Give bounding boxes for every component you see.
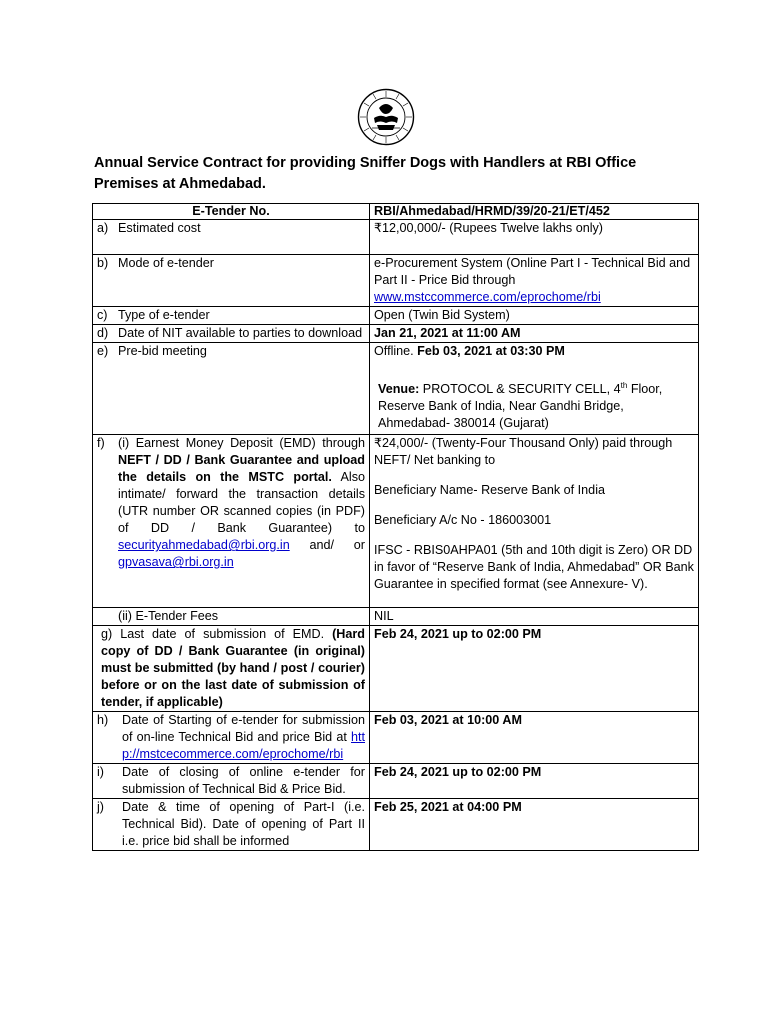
ifsc-details: IFSC - RBIS0AHPA01 (5th and 10th digit is Zero) OR DD in favor of “Reserve Bank of India, Ahmedabad” OR Bank Guarantee in specified format (see Annexure- V). xyxy=(374,543,694,592)
row-marker: b) xyxy=(97,256,109,270)
row-marker: h) xyxy=(97,713,109,728)
row-marker: a) xyxy=(97,221,109,235)
row-marker: j) xyxy=(97,800,104,815)
beneficiary-name: Beneficiary Name- Reserve Bank of India xyxy=(374,483,605,498)
etender-no-label: E-Tender No. xyxy=(93,204,370,220)
table-header-row xyxy=(93,204,699,220)
emd-label-instructions: Also intimate/ forward the transaction details (UTR number OR scanned copies (in PDF) of DD / Bank Guarantee) to xyxy=(118,470,365,536)
opening-date-value: Feb 25, 2021 at 04:00 PM xyxy=(374,800,522,815)
etender-no-value: RBI/Ahmedabad/HRMD/39/20-21/ET/452 xyxy=(370,204,699,220)
emd-last-date-label: g) Last date of submission of EMD. xyxy=(101,627,325,642)
type-value: Open (Twin Bid System) xyxy=(370,307,699,325)
email-link-gpvasava[interactable]: gpvasava@rbi.org.in xyxy=(118,555,234,570)
type-label: Type of e-tender xyxy=(118,308,210,322)
nit-date-label: Date of NIT available to parties to download xyxy=(118,326,363,340)
start-date-label-text: Date of Starting of e-tender for submission of on-line Technical Bid and price Bid at xyxy=(122,713,365,745)
row-marker: d) xyxy=(97,326,109,340)
row-marker: i) xyxy=(97,765,104,780)
emd-label-text: (i) Earnest Money Deposit (EMD) through xyxy=(118,436,365,451)
prebid-datetime: Feb 03, 2021 at 03:30 PM xyxy=(417,344,565,358)
table-row-opening-date xyxy=(93,799,699,851)
rbi-emblem-seal-icon xyxy=(357,88,415,146)
emd-label-andor: and/ or xyxy=(309,538,365,553)
beneficiary-account: Beneficiary A/c No - 186003001 xyxy=(374,513,552,528)
email-link-security[interactable]: securityahmedabad@rbi.org.in xyxy=(118,538,290,553)
emd-amount: ₹24,000/- (Twenty-Four Thousand Only) paid through NEFT/ Net banking to xyxy=(374,436,673,468)
table-row-emd-last-date xyxy=(93,626,699,712)
opening-date-label: Date & time of opening of Part-I (i.e. Technical Bid). Date of opening of Part II i.e. price bid shall be informed xyxy=(122,800,365,849)
table-row-prebid xyxy=(93,343,699,435)
table-row-mode xyxy=(93,255,699,307)
emd-last-date-value: Feb 24, 2021 up to 02:00 PM xyxy=(374,627,542,642)
tender-details-table xyxy=(92,203,699,851)
nit-date-value: Jan 21, 2021 at 11:00 AM xyxy=(374,326,521,340)
prebid-venue xyxy=(374,377,694,434)
row-marker: e) xyxy=(97,344,109,358)
venue-sup: th xyxy=(620,381,628,390)
start-date-label xyxy=(122,712,365,763)
estimated-cost-value: ₹12,00,000/- (Rupees Twelve lakhs only) xyxy=(370,220,699,255)
venue-text: PROTOCOL & SECURITY CELL, 4 xyxy=(422,382,621,397)
table-row-tender-fees xyxy=(93,608,699,626)
row-marker: c) xyxy=(97,308,108,322)
closing-date-value: Feb 24, 2021 up to 02:00 PM xyxy=(374,765,542,780)
page-title: Annual Service Contract for providing Sniffer Dogs with Handlers at RBI Office Premises at Ahmedabad. xyxy=(94,155,637,192)
venue-label: Venue: xyxy=(378,382,420,397)
table-row-start-date xyxy=(93,712,699,764)
mode-value: e-Procurement System (Online Part I - Technical Bid and Part II - Price Bid through xyxy=(374,256,691,287)
table-row-closing-date xyxy=(93,764,699,799)
prebid-mode: Offline. xyxy=(374,344,414,358)
prebid-label: Pre-bid meeting xyxy=(118,344,207,358)
table-row-estimated-cost xyxy=(93,220,699,255)
emd-label xyxy=(118,435,365,571)
mstc-eprochome-link[interactable]: http://mstcecommerce.com/eprochome/rbi xyxy=(122,730,366,762)
estimated-cost-label: Estimated cost xyxy=(118,221,201,235)
tender-fees-value: NIL xyxy=(370,608,699,626)
emd-last-date-note: (Hard copy of DD / Bank Guarantee (in original) must be submitted (by hand / post / courier) before or on the last date of submission of tender, if applicable) xyxy=(101,627,365,710)
closing-date-label: Date of closing of online e-tender for submission of Technical Bid & Price Bid. xyxy=(122,765,365,797)
start-date-value: Feb 03, 2021 at 10:00 AM xyxy=(374,713,522,728)
mstc-portal-link[interactable]: www.mstccommerce.com/eprochome/rbi xyxy=(374,290,601,304)
table-row-emd xyxy=(93,435,699,608)
table-row-nit-date xyxy=(93,325,699,343)
row-marker: f) xyxy=(97,436,105,451)
emd-label-bold: NEFT / DD / Bank Guarantee and upload the details on the MSTC portal. xyxy=(118,453,365,485)
mode-label: Mode of e-tender xyxy=(118,256,214,270)
table-row-type xyxy=(93,307,699,325)
venue-text-cont: Floor, Reserve Bank of India, Near Gandhi Bridge, Ahmedabad- 380014 (Gujarat) xyxy=(378,382,663,431)
tender-fees-label: (ii) E-Tender Fees xyxy=(93,608,370,626)
